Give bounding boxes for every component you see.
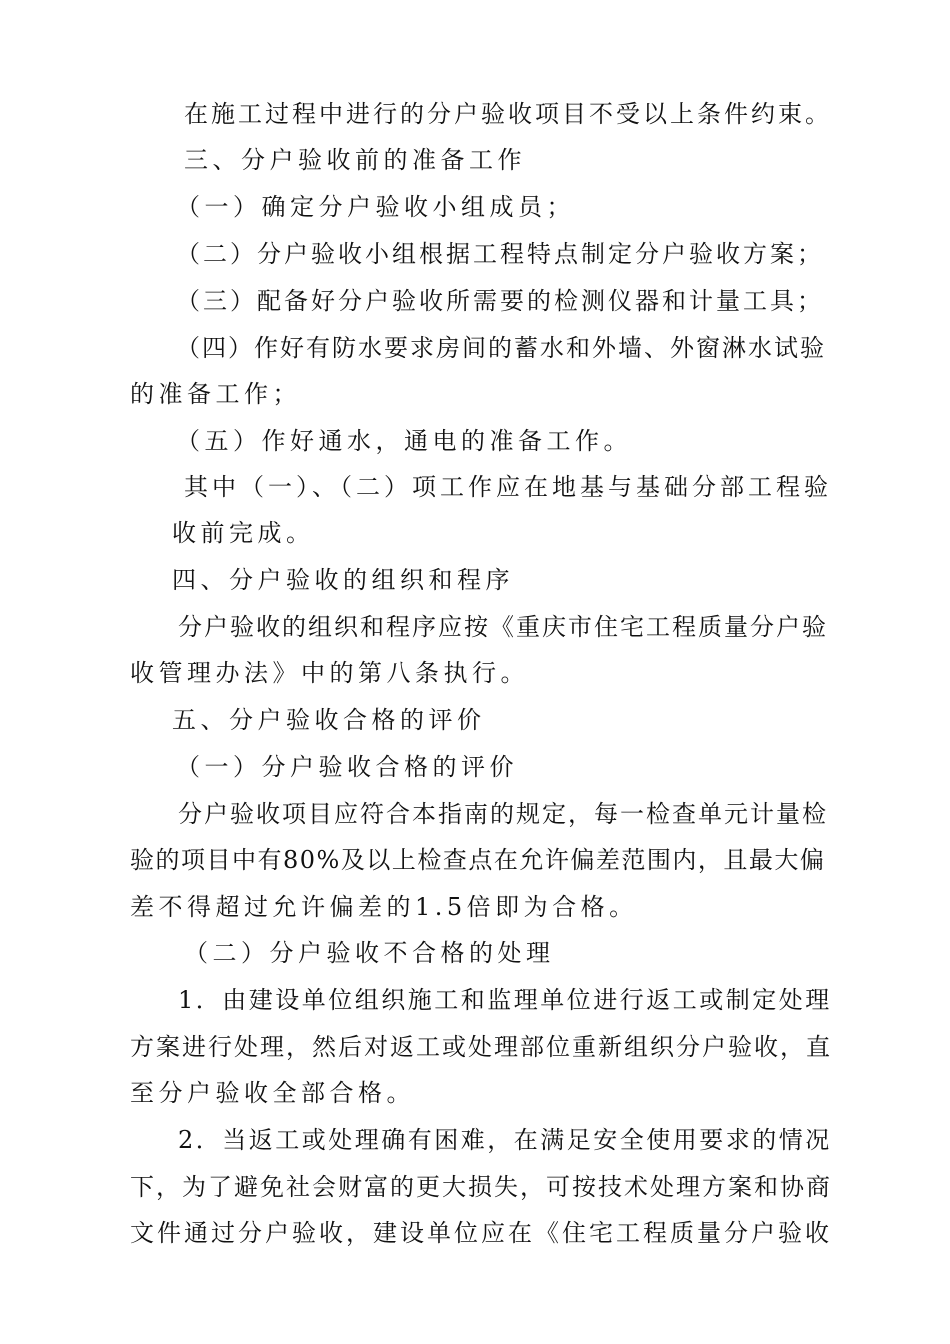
section-heading: 五、分户验收合格的评价 [172,706,486,734]
text-line: 验的项目中有80%及以上检查点在允许偏差范围内，且最大偏 [130,846,826,874]
text-line: 其中（一）、（二）项工作应在地基与基础分部工程验 [184,473,832,501]
text-line: 下，为了避免社会财富的更大损失，可按技术处理方案和协商 [130,1173,832,1201]
text-line: 方案进行处理，然后对返工或处理部位重新组织分户验收，直 [130,1033,832,1061]
numbered-item: 2．当返工或处理确有困难，在满足安全使用要求的情况 [178,1126,832,1154]
subsection-heading: （一）分户验收合格的评价 [176,753,518,781]
text-line: 收管理办法》中的第八条执行。 [130,659,529,687]
text-line: 差不得超过允许偏差的1.5倍即为合格。 [130,893,638,921]
list-item: （一）确定分户验收小组成员； [176,193,575,221]
section-heading: 四、分户验收的组织和程序 [172,566,514,594]
text-line: 收前完成。 [172,519,315,547]
section-heading: 三、分户验收前的准备工作 [184,146,526,174]
text-line: 在施工过程中进行的分户验收项目不受以上条件约束。 [184,100,832,128]
text-line: 分户验收的组织和程序应按《重庆市住宅工程质量分户验 [178,613,828,641]
list-item-continued: 的准备工作； [130,380,301,408]
list-item: （五）作好通水，通电的准备工作。 [176,427,632,455]
list-item: （三）配备好分户验收所需要的检测仪器和计量工具； [176,287,824,315]
list-item: （四）作好有防水要求房间的蓄水和外墙、外窗淋水试验 [176,334,826,362]
subsection-heading: （二）分户验收不合格的处理 [184,939,555,967]
text-line: 分户验收项目应符合本指南的规定，每一检查单元计量检 [178,800,828,828]
numbered-item: 1．由建设单位组织施工和监理单位进行返工或制定处理 [178,986,832,1014]
list-item: （二）分户验收小组根据工程特点制定分户验收方案； [176,240,824,268]
text-line: 至分户验收全部合格。 [130,1079,415,1107]
text-line: 文件通过分户验收，建设单位应在《住宅工程质量分户验收 [130,1219,832,1247]
